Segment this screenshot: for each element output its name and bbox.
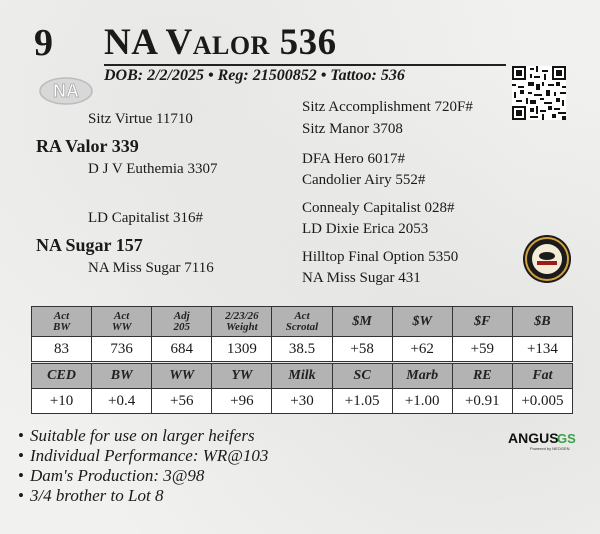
- perf-header-line: BW: [52, 320, 71, 333]
- epd-header-1: BW: [92, 364, 152, 389]
- epd-value-3: +96: [212, 389, 272, 414]
- perf-header-line: $M: [352, 314, 372, 329]
- note-item: • Suitable for use on larger heifers: [12, 426, 268, 446]
- epd-header-0: CED: [32, 364, 92, 389]
- perf-header-0: [32, 307, 92, 337]
- sire-dam-dam: Candolier Airy 552#: [302, 172, 426, 188]
- perf-header-line: 2/23/26: [225, 309, 259, 322]
- epd-value-8: +0.005: [512, 389, 572, 414]
- epd-header-8: Fat: [512, 364, 572, 389]
- perf-header-8: [512, 307, 572, 337]
- dam-dam: NA Miss Sugar 7116: [88, 260, 214, 276]
- epd-value-2: +56: [152, 389, 212, 414]
- perf-header-line: Weight: [226, 320, 258, 333]
- perf-header-line: Act: [114, 309, 130, 322]
- dam-dam-sire: Hilltop Final Option 5350: [302, 249, 459, 265]
- sire-sire-dam: Sitz Manor 3708: [302, 121, 403, 137]
- perf-header-5: [332, 307, 392, 337]
- epd-value-6: +1.00: [392, 389, 452, 414]
- epd-header-2: WW: [152, 364, 212, 389]
- dam-sire-sire: Connealy Capitalist 028#: [302, 200, 455, 216]
- sire-sire-sire: Sitz Accomplishment 720F#: [302, 99, 473, 115]
- perf-header-line: Act: [294, 309, 310, 322]
- perf-header-line: $F: [474, 314, 491, 329]
- meta-line: DOB: 2/2/2025 • Reg: 21500852 • Tattoo: 536: [104, 67, 405, 84]
- qr-code-icon[interactable]: [512, 66, 566, 120]
- perf-value-0: 83: [32, 337, 92, 362]
- epd-header-4: Milk: [272, 364, 332, 389]
- sire-name: RA Valor 339: [36, 136, 139, 156]
- perf-value-5: +58: [332, 337, 392, 362]
- svg-text:GS: GS: [557, 431, 576, 446]
- svg-text:NA: NA: [53, 81, 79, 101]
- epd-value-0: +10: [32, 389, 92, 414]
- perf-value-8: +134: [512, 337, 572, 362]
- angus-gs-logo-icon: [508, 428, 576, 452]
- perf-value-2: 684: [152, 337, 212, 362]
- sire-dam: D J V Euthemia 3307: [88, 161, 218, 177]
- perf-value-6: +62: [392, 337, 452, 362]
- title-rule: [104, 64, 506, 66]
- note-item: • Individual Performance: WR@103: [12, 446, 268, 466]
- svg-text:ANGUS: ANGUS: [508, 430, 559, 446]
- perf-header-7: [452, 307, 512, 337]
- perf-value-4: 38.5: [272, 337, 332, 362]
- perf-header-line: $W: [412, 314, 432, 329]
- perf-header-line: WW: [111, 320, 132, 333]
- performance-table: [31, 306, 573, 362]
- note-item: • Dam's Production: 3@98: [12, 466, 268, 486]
- epd-value-1: +0.4: [92, 389, 152, 414]
- animal-name: NA Valor 536: [104, 22, 337, 63]
- perf-header-line: Act: [53, 309, 70, 322]
- dam-name: NA Sugar 157: [36, 235, 143, 255]
- lot-number: 9: [34, 22, 53, 64]
- epd-header-3: YW: [212, 364, 272, 389]
- svg-text:Powered by NEOGEN: Powered by NEOGEN: [530, 446, 570, 451]
- epd-table: [31, 363, 573, 414]
- epd-header-6: Marb: [392, 364, 452, 389]
- certified-angus-seal-icon: [522, 234, 572, 284]
- perf-header-1: [92, 307, 152, 337]
- perf-header-line: $B: [534, 314, 551, 329]
- perf-header-3: [212, 307, 272, 337]
- perf-header-4: [272, 307, 332, 337]
- epd-header-7: RE: [452, 364, 512, 389]
- dam-dam-dam: NA Miss Sugar 431: [302, 270, 421, 286]
- perf-header-line: 205: [173, 320, 191, 333]
- perf-value-1: 736: [92, 337, 152, 362]
- perf-value-3: 1309: [212, 337, 272, 362]
- dam-sire: LD Capitalist 316#: [88, 210, 203, 226]
- epd-value-4: +30: [272, 389, 332, 414]
- sire-dam-sire: DFA Hero 6017#: [302, 151, 406, 167]
- na-logo-icon: [38, 72, 94, 106]
- epd-value-7: +0.91: [452, 389, 512, 414]
- perf-header-line: Adj: [173, 309, 190, 322]
- dam-sire-dam: LD Dixie Erica 2053: [302, 221, 429, 237]
- perf-header-2: [152, 307, 212, 337]
- epd-value-5: +1.05: [332, 389, 392, 414]
- perf-header-line: Scrotal: [285, 320, 319, 333]
- perf-value-7: +59: [452, 337, 512, 362]
- perf-header-6: [392, 307, 452, 337]
- notes-list: [12, 426, 268, 506]
- note-item: • 3/4 brother to Lot 8: [12, 486, 268, 506]
- sire-sire: Sitz Virtue 11710: [88, 111, 193, 127]
- epd-header-5: SC: [332, 364, 392, 389]
